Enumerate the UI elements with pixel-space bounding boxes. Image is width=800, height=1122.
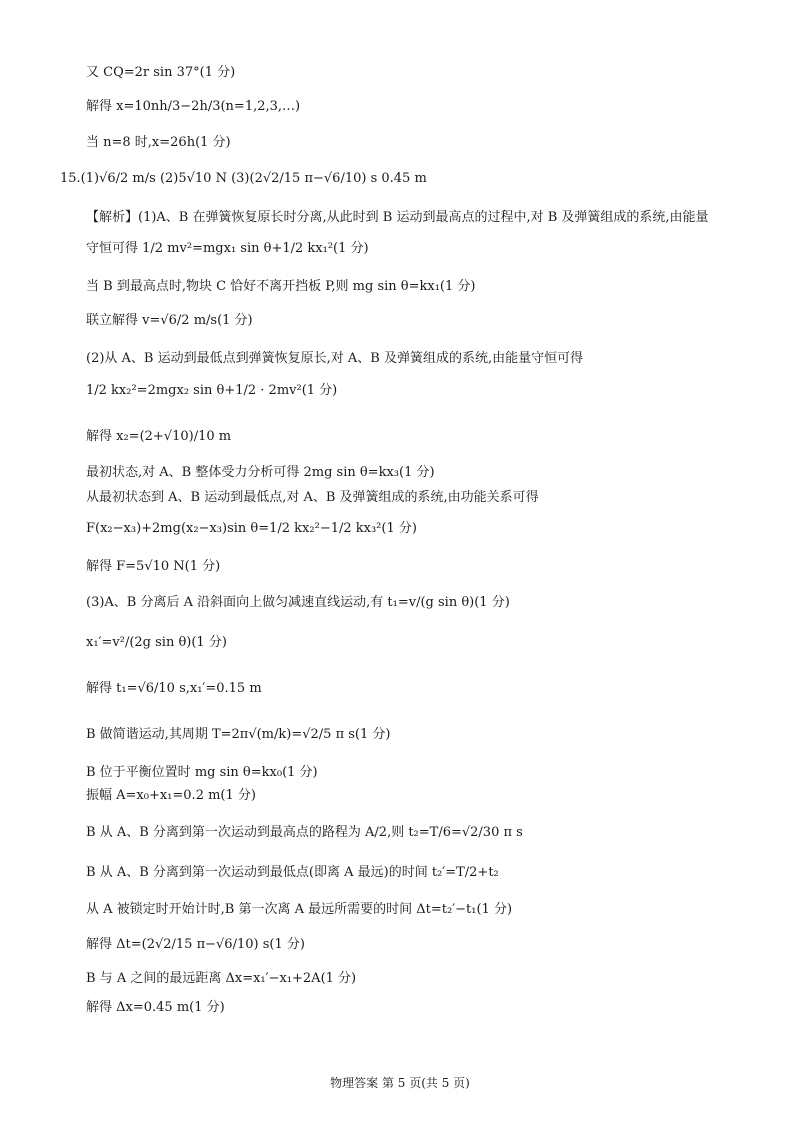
line-solve-x: 解得 x=10nh/3−2h/3(n=1,2,3,…) [86,99,301,114]
line-solve-x2: 解得 x₂=(2+√10)/10 m [86,429,232,444]
equation-x1prime: x₁′=v²/(2g sin θ)(1 分) [86,635,227,650]
line-t2prime: B 从 A、B 分离到第一次运动到最低点(即离 A 最远)的时间 t₂′=T/2+t₂ [86,865,499,880]
equation-F: F(x₂−x₃)+2mg(x₂−x₃)sin θ=1/2 kx₂²−1/2 kx₃²(1 分) [86,521,417,536]
energy-conservation-2: 1/2 kx₂²=2mgx₂ sin θ+1/2 · 2mv²(1 分) [86,383,338,398]
line-delta-t: 从 A 被锁定时开始计时,B 第一次离 A 最远所需要的时间 Δt=t₂′−t₁(1 分) [86,902,513,917]
page-footer: 物理答案 第 5 页(共 5 页) [330,1076,470,1090]
line-amplitude: 振幅 A=x₀+x₁=0.2 m(1 分) [86,788,256,803]
line-work-energy: 从最初状态到 A、B 运动到最低点,对 A、B 及弹簧组成的系统,由功能关系可得 [86,490,539,505]
part2-intro: (2)从 A、B 运动到最低点到弹簧恢复原长,对 A、B 及弹簧组成的系统,由能量守恒可得 [86,351,584,366]
line-n8: 当 n=8 时,x=26h(1 分) [86,135,231,150]
q15-answers: 15.(1)√6/2 m/s (2)5√10 N (3)(2√2/15 π−√6/10) s 0.45 m [60,171,427,186]
analysis-intro: 【解析】(1)A、B 在弹簧恢复原长时分离,从此时到 B 运动到最高点的过程中,对 B 及弹簧组成的系统,由能量 [86,210,709,225]
line-t2: B 从 A、B 分离到第一次运动到最高点的路程为 A/2,则 t₂=T/6=√2/30 π s [86,825,523,840]
line-initial-state: 最初状态,对 A、B 整体受力分析可得 2mg sin θ=kx₃(1 分) [86,465,435,480]
energy-conservation-1: 守恒可得 1/2 mv²=mgx₁ sin θ+1/2 kx₁²(1 分) [86,241,369,256]
line-solve-delta-t: 解得 Δt=(2√2/15 π−√6/10) s(1 分) [86,937,305,952]
line-max-distance: B 与 A 之间的最远距离 Δx=x₁′−x₁+2A(1 分) [86,971,357,986]
line-period: B 做简谐运动,其周期 T=2π√(m/k)=√2/5 π s(1 分) [86,727,391,742]
line-solve-delta-x: 解得 Δx=0.45 m(1 分) [86,1000,225,1015]
line-solve-t1: 解得 t₁=√6/10 s,x₁′=0.15 m [86,681,262,696]
line-cq: 又 CQ=2r sin 37°(1 分) [86,65,236,80]
line-highest-point: 当 B 到最高点时,物块 C 恰好不离开挡板 P,则 mg sin θ=kx₁(1 分) [86,279,476,294]
part3-t1: (3)A、B 分离后 A 沿斜面向上做匀减速直线运动,有 t₁=v/(g sin θ)(1 分) [86,595,510,610]
line-solve-F: 解得 F=5√10 N(1 分) [86,559,221,574]
line-solve-v: 联立解得 v=√6/2 m/s(1 分) [86,313,253,328]
line-equilibrium: B 位于平衡位置时 mg sin θ=kx₀(1 分) [86,765,318,780]
